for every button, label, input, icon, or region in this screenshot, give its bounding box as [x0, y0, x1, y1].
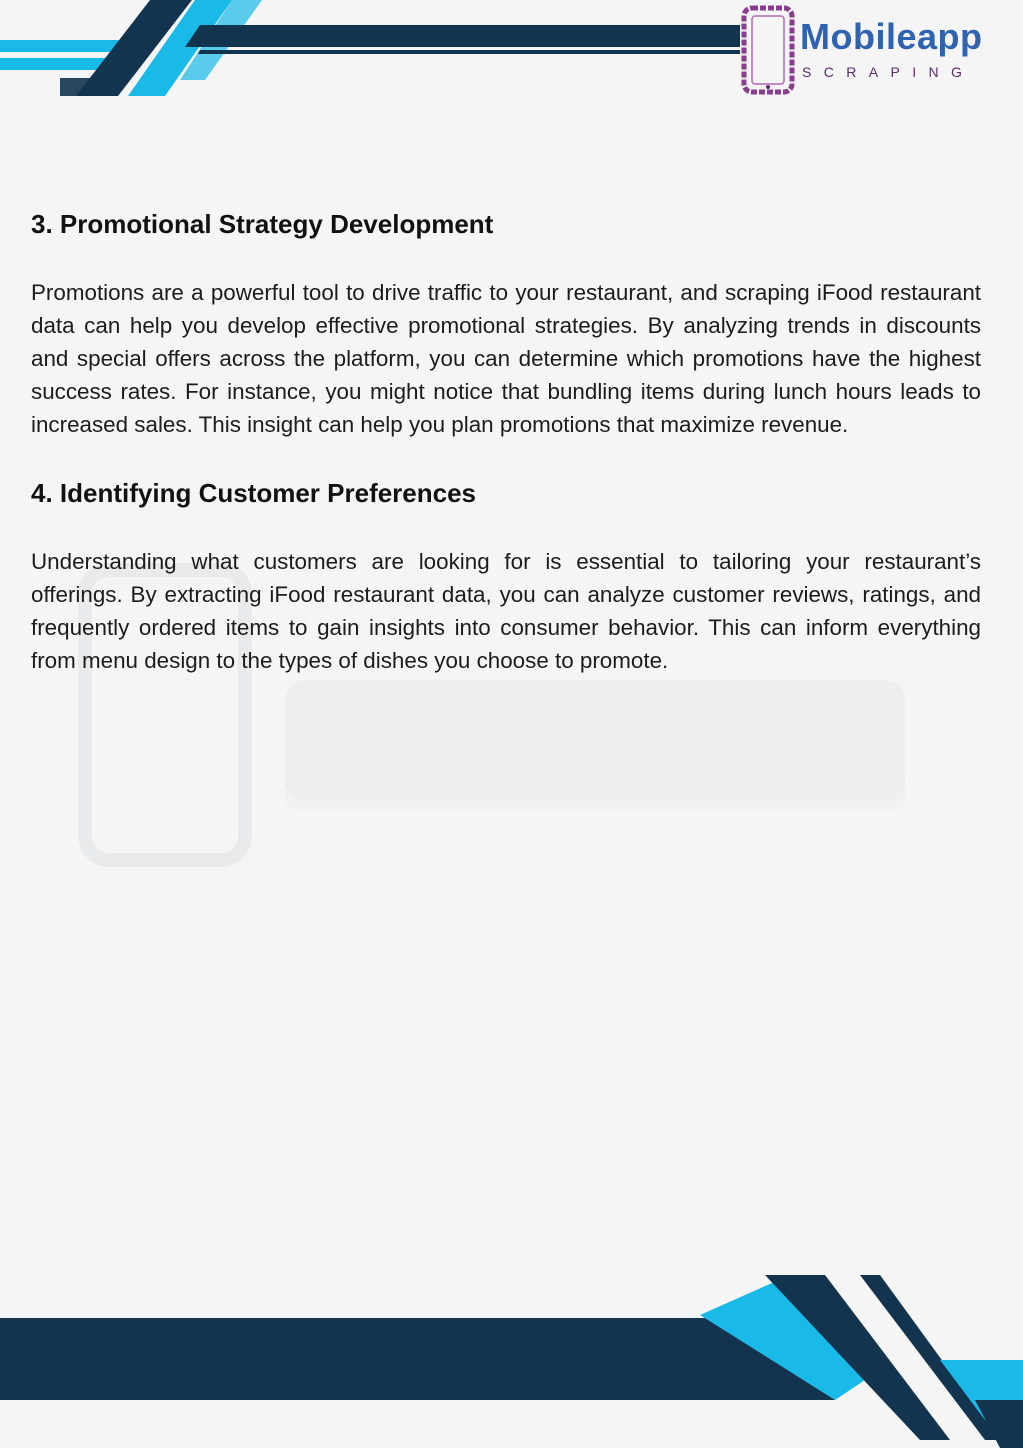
- phone-outline-icon: [738, 4, 800, 96]
- document-body: [31, 208, 981, 677]
- section-customer-preferences: [31, 477, 981, 677]
- section-paragraph: Promotions are a powerful tool to drive traffic to your restaurant, and scraping iFood restaurant data can help you develop effective promotional strategies. By analyzing trends in discounts and special offers across the platform, you can determine which promotions have the highest success rates. For instance, you might notice that bundling items during lunch hours leads to increased sales. This insight can help you plan promotions that maximize revenue.: [31, 279, 981, 437]
- section-promotional-strategy: [31, 208, 981, 441]
- logo-tagline: SCRAPING: [802, 64, 975, 80]
- section-heading: 4. Identifying Customer Preferences: [31, 477, 477, 508]
- brand-logo: [738, 4, 1008, 96]
- section-heading: 3. Promotional Strategy Development: [31, 209, 494, 239]
- logo-wordmark: Mobileapp: [800, 16, 983, 57]
- footer-stripes: [0, 1270, 1023, 1448]
- section-paragraph: Understanding what customers are looking for is essential to tailoring your restaurant’s offerings. By extracting iFood restaurant data, you can analyze customer reviews, ratings, and frequently ordered items to gain insights into consumer behavior. This can inform everything from menu design to the types of dishes you choose to promote.: [31, 548, 981, 673]
